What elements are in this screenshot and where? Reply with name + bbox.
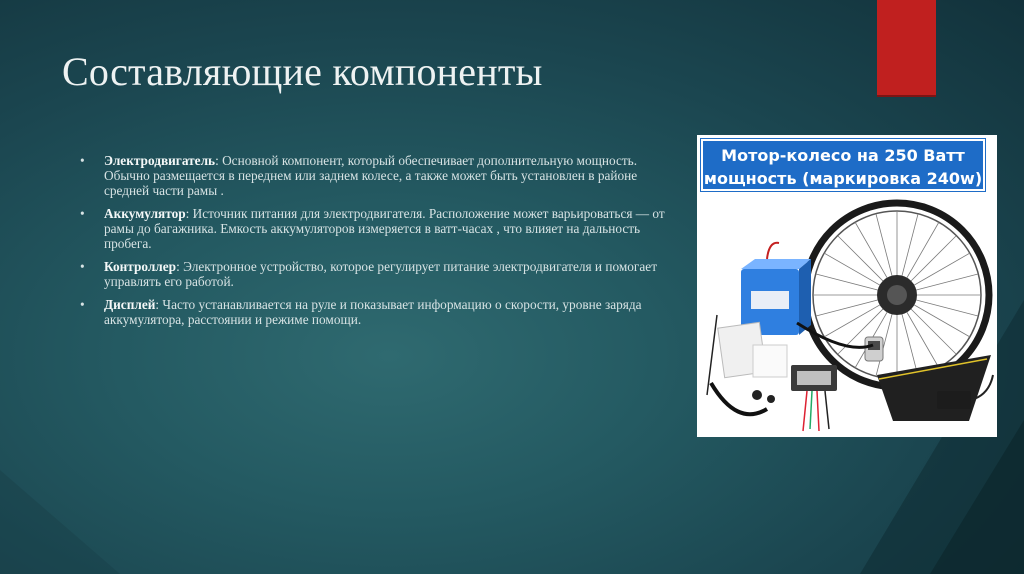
bullet-item xyxy=(80,153,680,198)
photo-banner xyxy=(701,139,985,191)
banner-line-2: мощность (маркировка 240w) xyxy=(703,169,983,188)
bullet-dot-icon: • xyxy=(80,259,85,274)
bullet-item xyxy=(80,206,680,251)
display-icon xyxy=(865,337,883,361)
ebike-kit-image xyxy=(697,135,997,437)
frame-bag-icon xyxy=(877,355,991,421)
accent-bar xyxy=(877,0,936,97)
bullet-dot-icon: • xyxy=(80,153,85,168)
bullet-item xyxy=(80,297,680,327)
bullet-term: Дисплей xyxy=(104,297,156,312)
bullet-list xyxy=(80,153,680,335)
bullet-term: Аккумулятор xyxy=(104,206,186,221)
bullet-text: : Источник питания для электродвигателя. Расположение может варьироваться — от рамы до багажника. Емкость аккумуляторов измеряется в ватт-часах , что влияет на дальность пробега. xyxy=(104,206,665,251)
bullet-term: Контроллер xyxy=(104,259,177,274)
bullet-text: : Часто устанавливается на руле и показывает информацию о скорости, уровне заряда аккумулятора, расстоянии и режиме помощи. xyxy=(104,297,642,327)
controller-icon xyxy=(791,365,837,431)
motor-wheel-icon xyxy=(805,203,989,387)
bullet-text: : Электронное устройство, которое регулирует питание электродвигателя и помогает управлять его работой. xyxy=(104,259,658,289)
banner-line-1: Мотор-колесо на 250 Ватт xyxy=(721,146,965,165)
bullet-term: Электродвигатель xyxy=(104,153,216,168)
battery-icon xyxy=(741,243,811,335)
bullet-dot-icon: • xyxy=(80,297,85,312)
bullet-text: : Основной компонент, который обеспечивает дополнительную мощность. Обычно размещается в переднем или заднем колесе, а также может быть установлен в районе средней части рамы . xyxy=(104,153,638,198)
kit-illustration xyxy=(697,195,997,437)
bullet-item xyxy=(80,259,680,289)
bullet-dot-icon: • xyxy=(80,206,85,221)
slide-title: Составляющие компоненты xyxy=(62,49,543,94)
